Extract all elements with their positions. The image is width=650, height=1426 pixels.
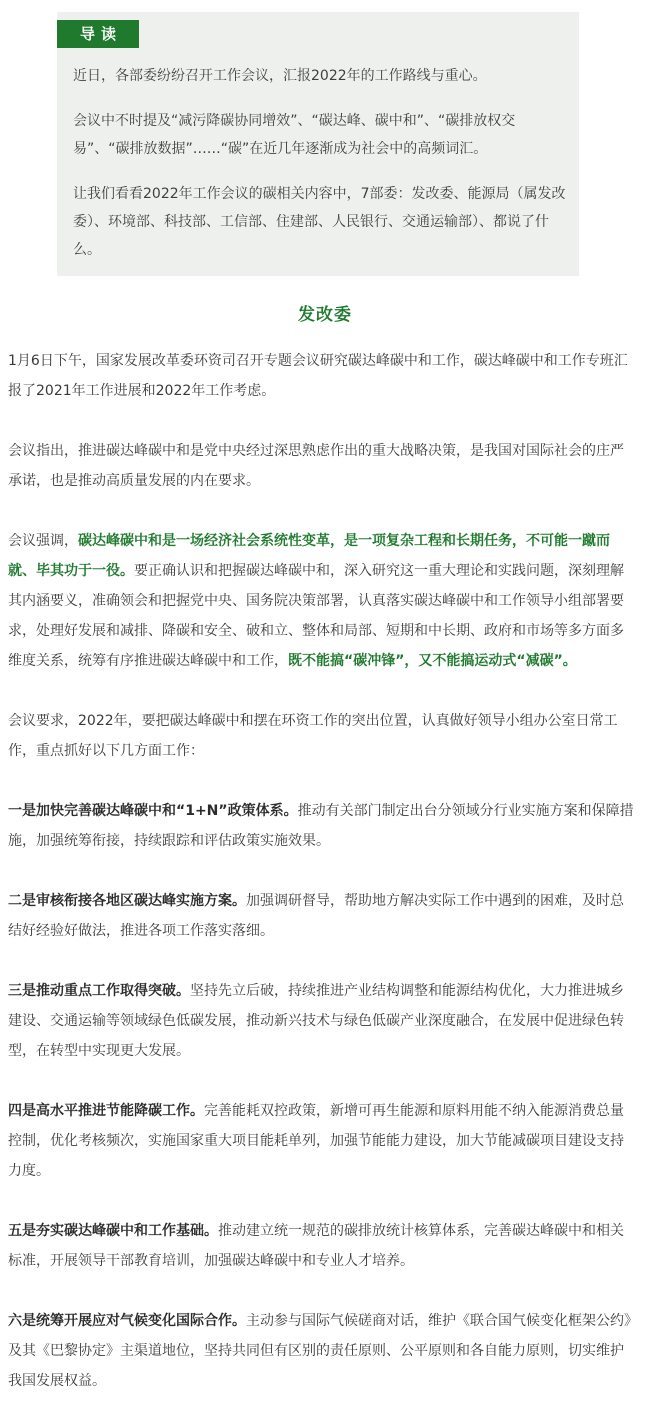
task-text: 完善能耗双控政策，新增可再生能源和原料用能不纳入能源消费总量控制，优化考核频次，实施国家重大项目能耗单列，加强节能能力建设，加大节能减碳项目建设支持力度。 xyxy=(8,1103,624,1179)
intro-paragraph: 近日，各部委纷纷召开工作会议，汇报2022年的工作路线与重心。 xyxy=(73,68,487,84)
task-text: 推动有关部门制定出台分领域分行业实施方案和保障措施，加强统筹衔接，持续跟踪和评估政策实施效果。 xyxy=(8,803,634,849)
section-title: 发改委 xyxy=(298,305,352,325)
task-heading: 四是高水平推进节能降碳工作。 xyxy=(8,1103,204,1119)
emphasis-body: 要正确认识和把握碳达峰碳中和，深入研究这一重大理论和实践问题，深刻理解其内涵要义，准确领会和把握党中央、国务院决策部署，认真落实碳达峰碳中和工作领导小组部署要求，处理好发展和减排、降碳和安全、破和立、整体和局部、短期和中长期、政府和市场等多方面多维度关系，统筹有序推进碳达峰碳中和工作， xyxy=(8,563,624,669)
task-text: 推动建立统一规范的碳排放统计核算体系，完善碳达峰碳中和相关标准，开展领导干部教育培训，加强碳达峰碳中和专业人才培养。 xyxy=(8,1223,624,1269)
intro-tag: 导读 xyxy=(57,20,139,48)
article-body xyxy=(8,346,636,1426)
task-item-1 xyxy=(8,796,636,856)
emphasis-lead: 会议强调， xyxy=(8,533,78,549)
intro-box xyxy=(57,12,579,276)
task-text: 主动参与国际气候磋商对话，维护《联合国气候变化框架公约》及其《巴黎协定》主渠道地位，坚持共同但有区别的责任原则、公平原则和各自能力原则，切实维护我国发展权益。 xyxy=(8,1313,631,1389)
paragraph-meeting-requirement: 会议要求，2022年，要把碳达峰碳中和摆在环资工作的突出位置，认真做好领导小组办公室日常工作，重点抓好以下几方面工作： xyxy=(8,713,618,759)
task-item-3 xyxy=(8,976,636,1066)
task-item-4 xyxy=(8,1096,636,1186)
task-heading: 三是推动重点工作取得突破。 xyxy=(8,983,190,999)
emphasis-highlight-end: 既不能搞“碳冲锋”，又不能搞运动式“减碳”。 xyxy=(288,653,577,669)
task-item-2 xyxy=(8,886,636,946)
task-heading: 五是夯实碳达峰碳中和工作基础。 xyxy=(8,1223,218,1239)
paragraph-meeting-date: 1月6日下午，国家发展改革委环资司召开专题会议研究碳达峰碳中和工作，碳达峰碳中和工作专班汇报了2021年工作进展和2022年工作考虑。 xyxy=(8,353,628,399)
paragraph-meeting-point: 会议指出，推进碳达峰碳中和是党中央经过深思熟虑作出的重大战略决策，是我国对国际社会的庄严承诺，也是推动高质量发展的内在要求。 xyxy=(8,443,624,489)
intro-paragraph: 会议中不时提及“减污降碳协同增效”、“碳达峰、碳中和”、“碳排放权交易”、“碳排放数据”……“碳”在近几年逐渐成为社会中的高频词汇。 xyxy=(73,113,516,157)
task-item-6 xyxy=(8,1306,636,1396)
intro-paragraph: 让我们看看2022年工作会议的碳相关内容中，7部委：发改委、能源局（属发改委）、环境部、科技部、工信部、住建部、人民银行、交通运输部）、都说了什么。 xyxy=(73,186,566,258)
intro-text xyxy=(73,62,568,264)
task-text: 加强调研督导，帮助地方解决实际工作中遇到的困难，及时总结好经验好做法，推进各项工作落实落细。 xyxy=(8,893,624,939)
emphasis-highlight: 碳达峰碳中和是一场经济社会系统性变革，是一项复杂工程和长期任务，不可能一蹴而就、毕其功于一役。 xyxy=(8,533,610,579)
task-item-5 xyxy=(8,1216,636,1276)
task-heading: 一是加快完善碳达峰碳中和“1+N”政策体系。 xyxy=(8,803,298,819)
task-heading: 六是统筹开展应对气候变化国际合作。 xyxy=(8,1313,246,1329)
task-text: 坚持先立后破，持续推进产业结构调整和能源结构优化，大力推进城乡建设、交通运输等领域绿色低碳发展，推动新兴技术与绿色低碳产业深度融合，在发展中促进绿色转型，在转型中实现更大发展。 xyxy=(8,983,624,1059)
task-heading: 二是审核衔接各地区碳达峰实施方案。 xyxy=(8,893,246,909)
paragraph-meeting-emphasis xyxy=(8,526,636,676)
